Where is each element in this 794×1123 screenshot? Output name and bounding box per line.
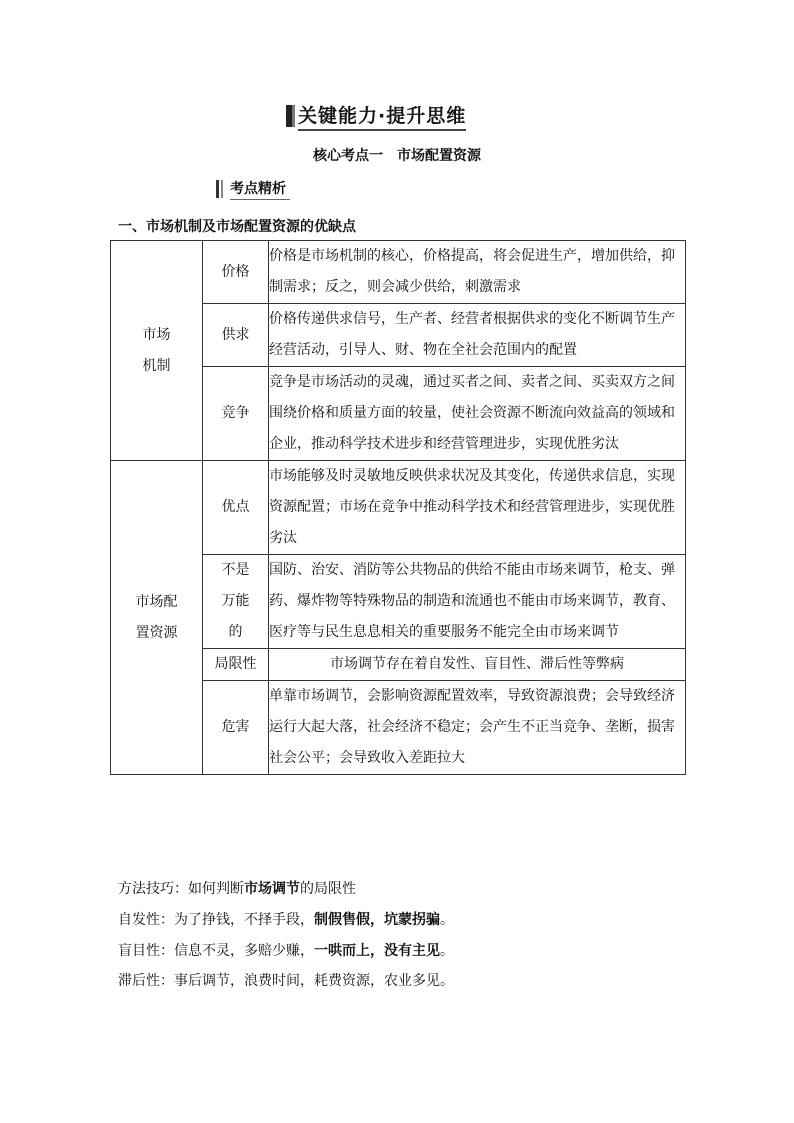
method-tip-prefix: 方法技巧：如何判断 [118, 881, 244, 897]
note-spontaneous [118, 909, 454, 929]
category-label-line: 机制 [142, 357, 171, 374]
table-row [111, 461, 686, 555]
category-label-line: 市场配 [135, 593, 178, 610]
method-tip [118, 878, 356, 898]
row-label-limitations: 局限性 [203, 649, 269, 681]
banner-bar-icon [286, 105, 292, 127]
method-tip-suffix: 的局限性 [300, 881, 356, 897]
row-label-price: 价格 [203, 241, 269, 304]
row-label-supply-demand: 供求 [203, 304, 269, 367]
row-label-competition: 竞争 [203, 367, 269, 461]
row-text-price: 价格是市场机制的核心，价格提高，将会促进生产，增加供给，抑制需求；反之，则会减少供给，刺激需求 [269, 241, 686, 304]
row-text-advantages: 市场能够及时灵敏地反映供求状况及其变化，传递供求信息，实现资源配置；市场在竞争中推动科学技术和经营管理进步，实现优胜劣汰 [269, 461, 686, 555]
category-cell-market-mechanism [111, 241, 203, 461]
note-spontaneous-end: 。 [440, 912, 454, 928]
note-blind [118, 940, 454, 960]
page-subtitle: 核心考点一 市场配置资源 [313, 148, 481, 164]
tag-bar-icon [216, 180, 219, 198]
note-blind-end: 。 [440, 943, 454, 959]
note-blind-label: 盲目性：信息不灵，多赔少赚， [118, 943, 314, 959]
row-text-competition: 竞争是市场活动的灵魂，通过买者之间、卖者之间、买卖双方之间围绕价格和质量方面的较量，使社会资源不断流向效益高的领域和企业，推动科学技术进步和经营管理进步，实现优胜劣汰 [269, 367, 686, 461]
category-label-line: 置资源 [135, 624, 178, 641]
row-label-line: 不是 [221, 562, 250, 578]
note-spontaneous-bold: 制假售假，坑蒙拐骗 [314, 912, 440, 928]
analysis-tag [216, 178, 290, 200]
method-tip-bold: 市场调节 [244, 881, 300, 897]
market-table [110, 240, 686, 775]
table-row [111, 241, 686, 304]
row-label-line: 万能 [221, 593, 250, 609]
banner-title: 关键能力·提升思维 [298, 101, 466, 131]
tag-bar-secondary-icon [221, 180, 223, 198]
note-spontaneous-label: 自发性：为了挣钱，不择手段， [118, 912, 314, 928]
section-banner [286, 103, 504, 129]
row-label-harm: 危害 [203, 681, 269, 775]
row-text-not-omnipotent: 国防、治安、消防等公共物品的供给不能由市场来调节，枪支、弹药、爆炸物等特殊物品的制造和流通也不能由市场来调节，教育、医疗等与民生息息相关的重要服务不能完全由市场来调节 [269, 555, 686, 649]
row-text-limitations: 市场调节存在着自发性、盲目性、滞后性等弊病 [269, 649, 686, 681]
tag-label: 考点精析 [230, 178, 290, 200]
row-label-advantages: 优点 [203, 461, 269, 555]
category-cell-market-allocation [111, 461, 203, 775]
row-label-line: 的 [228, 624, 243, 640]
row-text-supply-demand: 价格传递供求信号，生产者、经营者根据供求的变化不断调节生产经营活动，引导人、财、物在全社会范围内的配置 [269, 304, 686, 367]
note-lag [118, 970, 454, 990]
section-heading: 一、市场机制及市场配置资源的优缺点 [118, 219, 356, 235]
category-label-line: 市场 [142, 326, 171, 343]
note-lag-label: 滞后性：事后调节，浪费时间，耗费资源，农业多见。 [118, 973, 454, 989]
row-label-not-omnipotent [203, 555, 269, 649]
note-blind-bold: 一哄而上，没有主见 [314, 943, 440, 959]
row-text-harm: 单靠市场调节，会影响资源配置效率，导致资源浪费；会导致经济运行大起大落，社会经济不稳定；会产生不正当竞争、垄断，损害社会公平；会导致收入差距拉大 [269, 681, 686, 775]
